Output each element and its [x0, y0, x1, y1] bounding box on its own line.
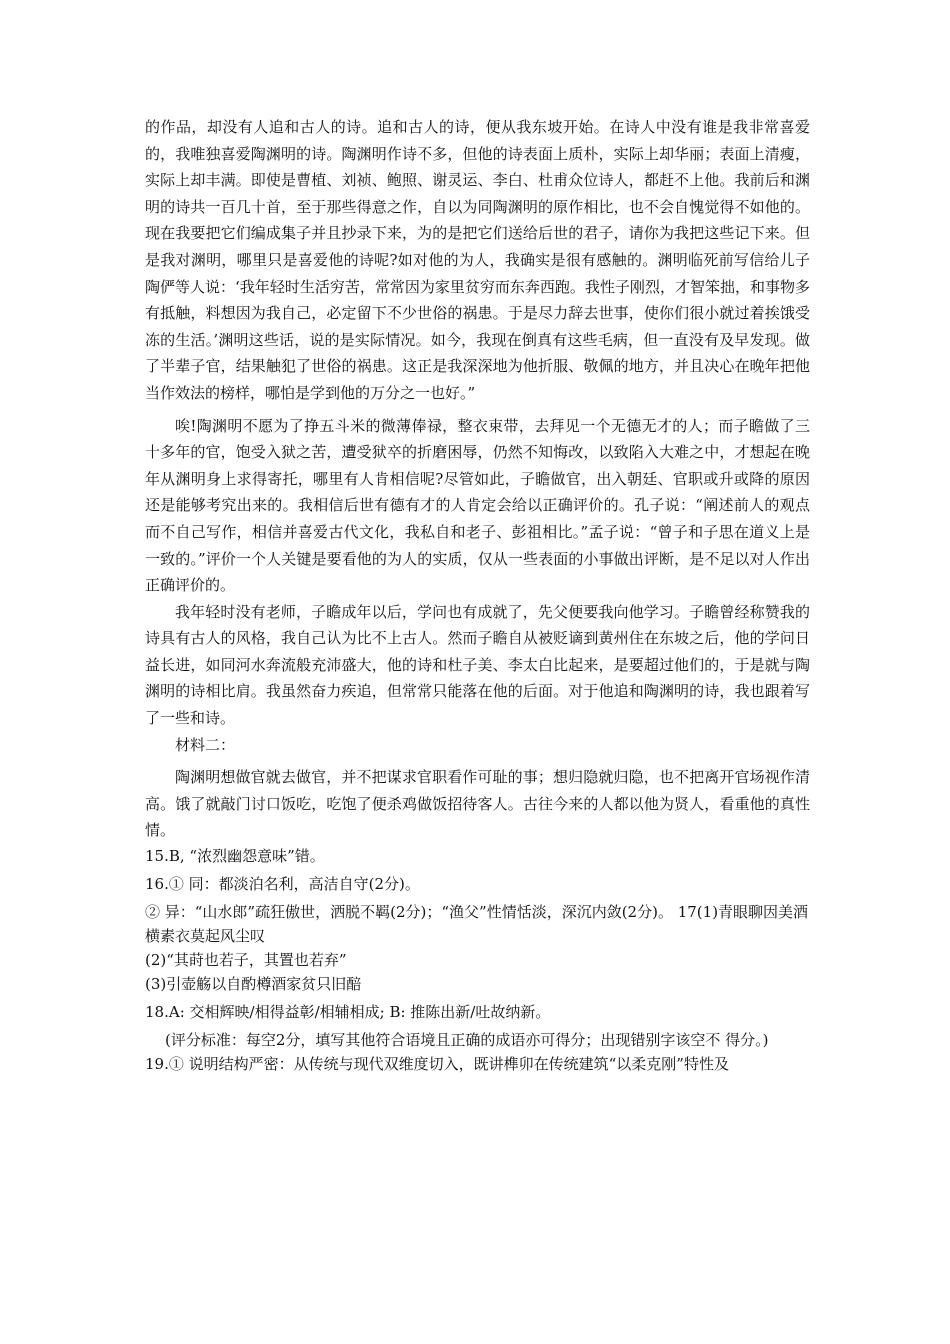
- material2-paragraph-1: 陶渊明想做官就去做官，并不把谋求官职看作可耻的事；想归隐就归隐，也不把离开官场视作清高。饿了就敲门讨口饭吃，吃饱了便杀鸡做饭招待客人。古往今来的人都以他为贤人，看重他的真性情。: [145, 768, 810, 840]
- answer-17-3: (3)引壶觞以自酌樽酒家贫只旧醅: [145, 975, 362, 994]
- material1-paragraph-1: 的作品，却没有人追和古人的诗。追和古人的诗，便从我东坡开始。在诗人中没有谁是我非常喜爱的，我唯独喜爱陶渊明的诗。陶渊明作诗不多，但他的诗表面上质朴，实际上却华丽；表面上清瘦，实际上却丰满。即使是曹植、刘祯、鲍照、谢灵运、李白、杜甫众位诗人，都赶不上他。我前后和渊明的诗共一百几十首，至于那些得意之作，自以为同陶渊明的原作相比，也不会自愧觉得不如他的。现在我要把它们编成集子并且抄录下来，为的是把它们送给后世的君子，请你为我把这些记下来。但是我对渊明，哪里只是喜爱他的诗呢?如对他的为人，我确实是很有感触的。渊明临死前写信给儿子陶俨等人说：‘我年轻时生活穷苦，常常因为家里贫穷而东奔西跑。我性子刚烈，才智笨拙，和事物多有抵触，料想因为我自己，必定留下不少世俗的祸患。于是尽力辞去世事，使你们很小就过着挨饿受冻的生活。’渊明这些话，说的是实际情况。如今，我现在倒真有这些毛病，但一直没有及早发现。做了半辈子官，结果触犯了世俗的祸患。这正是我深深地为他折服、敬佩的地方，并且决心在晚年把他当作效法的榜样，哪怕是学到他的万分之一也好。”: [145, 118, 810, 402]
- answer-17-2: (2)“其莳也若子，其置也若弃”: [145, 951, 347, 970]
- answer-16-diff-17-1: ② 异：“山水郎”疏狂傲世，洒脱不羁(2分)；“渔父”性情恬淡，深沉内敛(2分)。 17(1)青眼聊因美酒横素衣莫起风尘叹: [145, 903, 809, 946]
- answer-19: 19.① 说明结构严密：从传统与现代双维度切入，既讲榫卯在传统建筑“以柔克刚”特性及: [145, 1055, 729, 1074]
- material1-paragraph-3: 我年轻时没有老师，子瞻成年以后，学问也有成就了，先父便要我向他学习。子瞻曾经称赞我的诗具有古人的风格，我自己认为比不上古人。然而子瞻自从被贬谪到黄州住在东坡之后，他的学问日益长进，如同河水奔流般充沛盛大，他的诗和杜子美、李太白比起来，是要超过他们的，于是就与陶渊明的诗相比肩。我虽然奋力疾追，但常常只能落在他的后面。对于他追和陶渊明的诗，我也跟着写了一些和诗。: [145, 602, 810, 728]
- answer-15: 15.B, “浓烈幽怨意味”错。: [145, 847, 325, 866]
- material1-paragraph-2: 唉!陶渊明不愿为了挣五斗米的微薄俸禄，整衣束带，去拜见一个无德无才的人；而子瞻做了三十多年的官，饱受入狱之苦，遭受狱卒的折磨困辱，仍然不知悔改，以致陷入大难之中，才想起在晚年从渊明身上求得寄托，哪里有人肯相信呢?尽管如此，子瞻做官，出入朝廷、官职或升或降的原因还是能够考究出来的。我相信后世有德有才的人肯定会给以正确评价的。孔子说：“阐述前人的观点而不自己写作，相信并喜爱古代文化，我私自和老子、彭祖相比。”孟子说：“曾子和子思在道义上是一致的。”评价一个人关键是要看他的为人的实质，仅从一些表面的小事做出评断，是不足以对人作出正确评价的。: [145, 416, 810, 595]
- answer-18-scoring-note: (评分标准：每空2分，填写其他符合语境且正确的成语亦可得分；出现错别字该空不 得分。): [165, 1031, 769, 1050]
- material2-heading: 材料二：: [175, 735, 236, 754]
- answer-16-same: 16.① 同：都淡泊名利，高洁自守(2分)。: [145, 875, 420, 894]
- answer-18: 18.A: 交相辉映/相得益彰/相辅相成; B: 推陈出新/吐故纳新。: [145, 1003, 551, 1022]
